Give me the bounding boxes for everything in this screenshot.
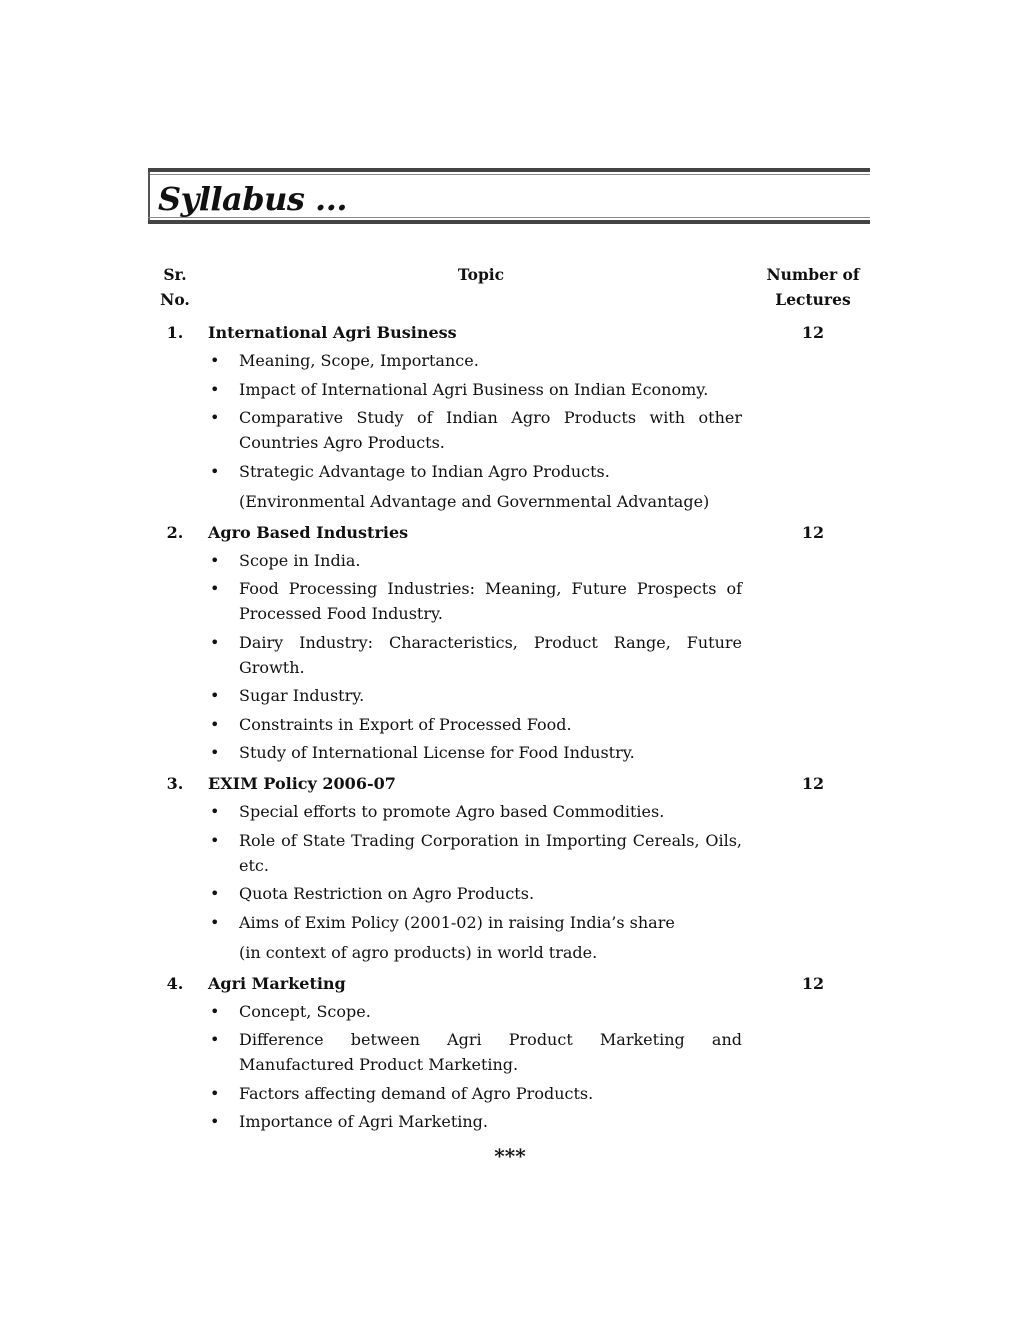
bullet-icon: • [210, 1083, 220, 1103]
unit-row [150, 971, 872, 1141]
unit-note: (in context of agro products) in world trade. [239, 942, 598, 962]
list-item [208, 348, 742, 373]
unit-sr-no: 1. [166, 323, 184, 342]
list-item [208, 828, 742, 878]
list-item-text: Difference between Agri Product Marketing and Manufactured Product Marketing. [239, 1030, 742, 1074]
bullet-icon: • [210, 830, 220, 850]
list-item [208, 1027, 742, 1077]
list-item-text: Role of State Trading Corporation in Importing Cereals, Oils, etc. [239, 830, 742, 875]
list-item-text: Scope in India. [239, 550, 361, 570]
syllabus-table [150, 262, 872, 1140]
unit-row [150, 320, 872, 520]
page-title: Syllabus ... [158, 180, 347, 218]
list-item [208, 630, 742, 680]
list-item [208, 405, 742, 455]
unit-row [150, 771, 872, 971]
list-item-text: Quota Restriction on Agro Products. [239, 884, 535, 903]
units-body [150, 320, 872, 1140]
list-item [208, 377, 742, 402]
list-item [208, 1081, 742, 1106]
title-band [148, 168, 870, 224]
list-item-text: Study of International License for Food Industry. [239, 743, 635, 762]
bullet-icon: • [210, 714, 220, 734]
list-item [208, 740, 742, 765]
bullet-icon: • [210, 912, 220, 932]
unit-row [150, 520, 872, 772]
list-item [208, 910, 742, 935]
list-item-text: Sugar Industry. [239, 686, 365, 705]
list-item [208, 881, 742, 906]
list-item [208, 683, 742, 708]
bullet-icon: • [210, 1030, 220, 1049]
title-band-left-rule [148, 172, 150, 220]
list-item-text: Food Processing Industries: Meaning, Future Prospects of Processed Food Industry. [239, 579, 742, 623]
bullet-icon: • [210, 743, 220, 762]
unit-topic-cell [200, 771, 754, 971]
header-topic: Topic [457, 265, 505, 284]
bullet-icon: • [210, 632, 220, 652]
list-item [208, 1109, 742, 1134]
list-item [208, 799, 742, 824]
unit-sr-no: 2. [166, 522, 184, 542]
bullet-icon: • [210, 802, 220, 821]
list-item [208, 576, 742, 626]
header-lectures-line-1: Number of [766, 265, 860, 284]
header-sr-no [150, 262, 200, 320]
list-item-text: Meaning, Scope, Importance. [239, 351, 479, 370]
bullet-icon: • [210, 1001, 220, 1021]
unit-lecture-count: 12 [801, 323, 825, 342]
list-item-text: Importance of Agri Marketing. [239, 1112, 489, 1131]
end-mark: *** [494, 1144, 526, 1168]
bullet-icon: • [210, 884, 220, 903]
bullet-icon: • [210, 461, 220, 481]
bullet-icon: • [210, 579, 220, 598]
unit-title: EXIM Policy 2006-07 [208, 774, 396, 793]
list-item-text: Dairy Industry: Characteristics, Product Range, Future Growth. [239, 632, 742, 677]
unit-title: Agri Marketing [208, 973, 346, 993]
unit-topic-list [208, 999, 742, 1135]
unit-topic-list [208, 799, 742, 935]
header-lectures-line-2: Lectures [775, 290, 851, 309]
list-item-text: Constraints in Export of Processed Food. [239, 714, 572, 734]
list-item [208, 712, 742, 737]
bullet-icon: • [210, 686, 220, 705]
unit-note: (Environmental Advantage and Governmental Advantage) [239, 491, 710, 511]
list-item-text: Special efforts to promote Agro based Commodities. [239, 802, 665, 821]
list-item [208, 548, 742, 573]
list-item-text: Impact of International Agri Business on Indian Economy. [239, 379, 709, 399]
unit-lecture-count: 12 [801, 522, 825, 542]
unit-title: Agro Based Industries [208, 522, 409, 542]
bullet-icon: • [210, 408, 220, 427]
list-item-text: Strategic Advantage to Indian Agro Products. [239, 461, 610, 481]
header-sr-line-1: Sr. [163, 265, 187, 284]
list-item-text: Aims of Exim Policy (2001-02) in raising India’s share [239, 912, 675, 932]
bullet-icon: • [210, 550, 220, 570]
list-item [208, 999, 742, 1024]
header-sr-line-2: No. [160, 290, 190, 309]
bullet-icon: • [210, 1112, 220, 1131]
unit-lecture-count: 12 [801, 973, 825, 993]
unit-topic-cell [200, 320, 754, 520]
list-item-text: Comparative Study of Indian Agro Products with other Countries Agro Products. [239, 408, 742, 452]
bullet-icon: • [210, 351, 220, 370]
unit-title: International Agri Business [208, 323, 457, 342]
unit-topic-cell [200, 971, 754, 1141]
unit-sr-no: 3. [166, 774, 184, 793]
unit-topic-list [208, 348, 742, 484]
unit-topic-cell [200, 520, 754, 772]
list-item-text: Factors affecting demand of Agro Products. [239, 1083, 594, 1103]
list-item-text: Concept, Scope. [239, 1001, 371, 1021]
bullet-icon: • [210, 379, 220, 399]
table-header-row [150, 262, 872, 320]
unit-lecture-count: 12 [801, 774, 825, 793]
unit-topic-list [208, 548, 742, 766]
list-item [208, 459, 742, 484]
header-lectures [754, 262, 872, 320]
unit-sr-no: 4. [166, 973, 184, 993]
